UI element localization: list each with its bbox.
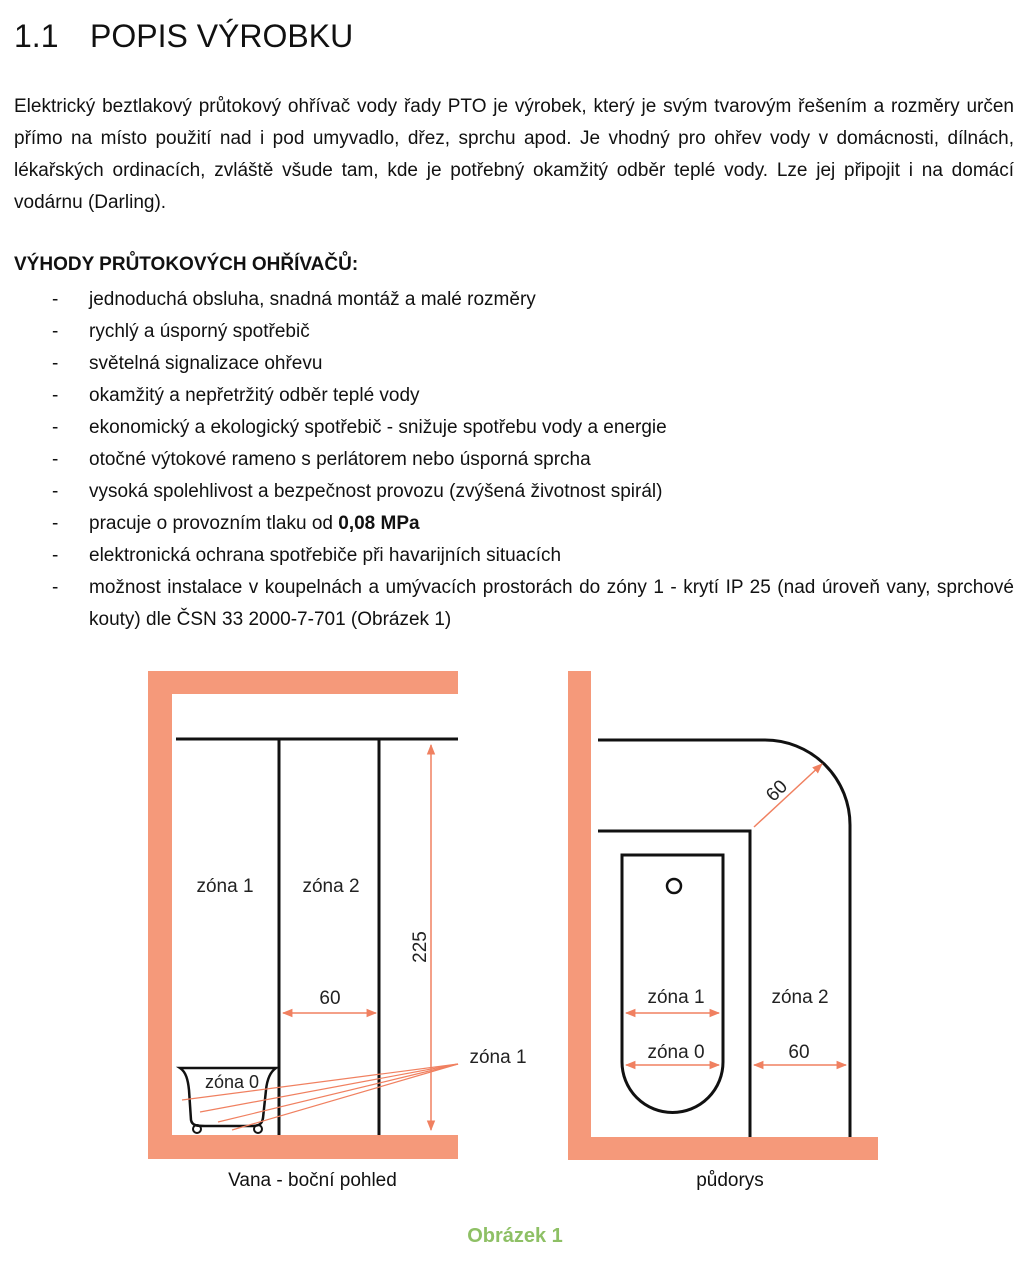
- list-item: - elektronická ochrana spotřebiče při havarijních situacích: [14, 540, 1014, 572]
- width-dimension-label: 60: [319, 988, 341, 1009]
- plan-zone2-label: zóna 2: [771, 987, 829, 1008]
- list-item: - možnost instalace v koupelnách a umývacích prostorách do zóny 1 - krytí IP 25 (nad úroveň vany, sprchové kouty) dle ČSN 33 2000-7-701 (Obrázek 1): [14, 572, 1014, 636]
- figure-label: Obrázek 1: [467, 1225, 563, 1247]
- list-bullet: -: [52, 449, 59, 470]
- list-item: - ekonomický a ekologický spotřebič - snižuje spotřebu vody a energie: [14, 412, 1014, 444]
- list-item: - okamžitý a nepřetržitý odběr teplé vody: [14, 380, 1014, 412]
- list-bullet: -: [52, 321, 59, 342]
- list-bullet: -: [52, 513, 59, 534]
- list-item: - vysoká spolehlivost a bezpečnost provozu (zvýšená životnost spirál): [14, 476, 1014, 508]
- drain-icon: [667, 879, 681, 893]
- list-bullet: -: [52, 353, 59, 374]
- list-bullet: -: [52, 385, 59, 406]
- side-zone1-label: zóna 1: [196, 876, 254, 897]
- plan-zone1-label: zóna 1: [647, 987, 705, 1008]
- list-bullet: -: [52, 481, 59, 502]
- section-heading: [14, 18, 353, 55]
- list-item: - otočné výtokové rameno s perlátorem nebo úsporná sprcha: [14, 444, 1014, 476]
- list-bullet: -: [52, 545, 59, 566]
- plan-view: [568, 671, 878, 1160]
- list-bullet: -: [52, 577, 59, 598]
- side-zone1-pointer-label: zóna 1: [469, 1047, 527, 1068]
- plan-zone0-label: zóna 0: [647, 1042, 705, 1063]
- zone2-width-label: 60: [788, 1042, 810, 1063]
- advantages-title: VÝHODY PRŮTOKOVÝCH OHŘÍVAČŮ:: [14, 254, 359, 275]
- side-view-caption: Vana - boční pohled: [228, 1170, 397, 1191]
- list-item: - rychlý a úsporný spotřebič: [14, 316, 1014, 348]
- list-item: - jednoduchá obsluha, snadná montáž a malé rozměry: [14, 284, 1014, 316]
- side-zone2-label: zóna 2: [302, 876, 360, 897]
- section-number: 1.1: [14, 18, 59, 54]
- radius-dimension: [754, 764, 822, 827]
- side-wall: [148, 671, 458, 1159]
- list-bullet: -: [52, 417, 59, 438]
- bathroom-zones-figure: [0, 640, 1030, 1240]
- intro-paragraph: Elektrický beztlakový průtokový ohřívač vody řady PTO je výrobek, který je svým tvarovým řešením a rozměry určen přímo na místo použití nad i pod umyvadlo, dřez, sprchu apod. Je vhodný pro ohřev vody v domácnosti, dílnách, lékařských ordinacích, zvláště všude tam, kde je potřebný okamžitý odběr teplé vody. Lze jej připojit i na domácí vodárnu (Darling).: [14, 96, 1014, 213]
- list-item: - světelná signalizace ohřevu: [14, 348, 1014, 380]
- advantages-list: [14, 284, 1014, 636]
- side-view: [148, 671, 527, 1159]
- list-item: - pracuje o provozním tlaku od 0,08 MPa: [14, 508, 1014, 540]
- height-dimension-label: 225: [410, 931, 431, 963]
- zones-diagram: [0, 640, 1030, 1180]
- pressure-value: 0,08 MPa: [338, 513, 420, 534]
- section-title: POPIS VÝROBKU: [90, 18, 354, 54]
- plan-view-caption: půdorys: [696, 1170, 764, 1191]
- side-zone0-label: zóna 0: [204, 1072, 260, 1092]
- radius-label: 60: [762, 776, 793, 807]
- list-bullet: -: [52, 289, 59, 310]
